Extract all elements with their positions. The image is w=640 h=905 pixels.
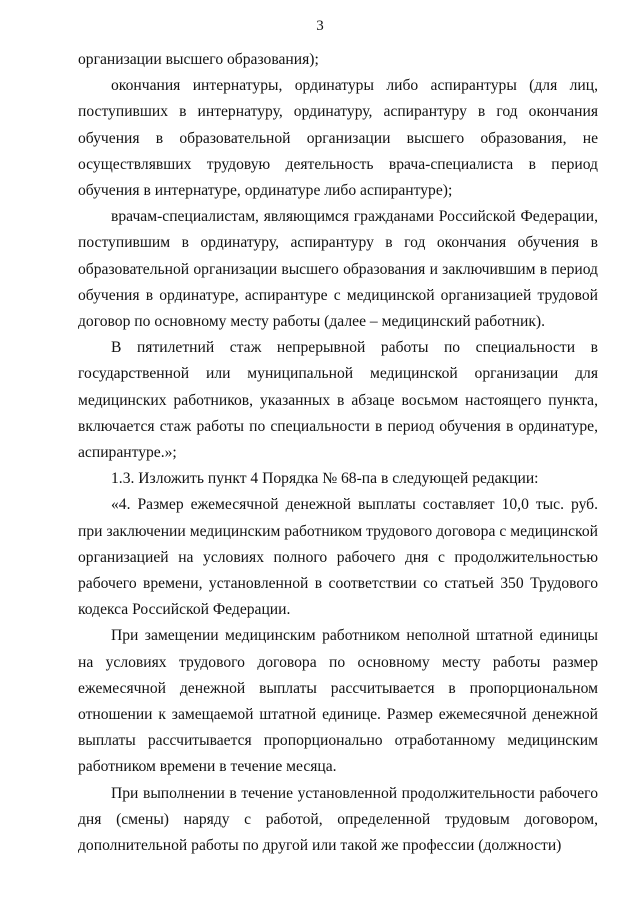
paragraph: При замещении медицинским работником неполной штатной единицы на условиях трудового договора по основному месту работы размер ежемесячной денежной выплаты рассчитывается в пропорциональном отношении к замещаемой штатной единице. Размер ежемесячной денежной выплаты рассчитывается пропорционально отработанному медицинским работником времени в течение месяца. bbox=[78, 627, 598, 776]
paragraph: При выполнении в течение установленной продолжительности рабочего дня (смены) наряду с работой, определенной трудовым договором, дополнительной работы по другой или такой же профессии (должности) bbox=[78, 784, 598, 855]
paragraph: В пятилетний стаж непрерывной работы по специальности в государственной или муниципальной медицинской организации для медицинских работников, указанных в абзаце восьмом настоящего пункта, включается стаж работы по специальности в период обучения в ординатуре, аспирантуре.»; bbox=[78, 339, 598, 462]
paragraph: врачам-специалистам, являющимся гражданами Российской Федерации, поступившим в ординатуру, аспирантуру в год окончания обучения в образовательной организации высшего образования и заключившим в период обучения в ординатуре, аспирантуре с медицинской организацией трудовой договор по основному месту работы (далее – медицинский работник). bbox=[78, 208, 598, 331]
document-body bbox=[78, 47, 598, 859]
page-number: 3 bbox=[316, 18, 324, 34]
paragraph: организации высшего образования); bbox=[78, 51, 319, 68]
paragraph: «4. Размер ежемесячной денежной выплаты составляет 10,0 тыс. руб. при заключении медицинским работником трудового договора с медицинской организацией на условиях полного рабочего дня с продолжительностью рабочего времени, установленной в соответствии со статьей 350 Трудового кодекса Российской Федерации. bbox=[78, 496, 598, 619]
paragraph: окончания интернатуры, ординатуры либо аспирантуры (для лиц, поступивших в интернатуру, ординатуру, аспирантуру в год окончания обучения в образовательной организации высшего образования, не осуществлявших трудовую деятельность врача-специалиста в период обучения в интернатуре, ординатуре либо аспирантуре); bbox=[78, 77, 598, 200]
paragraph: 1.3. Изложить пункт 4 Порядка № 68-па в следующей редакции: bbox=[111, 470, 539, 488]
